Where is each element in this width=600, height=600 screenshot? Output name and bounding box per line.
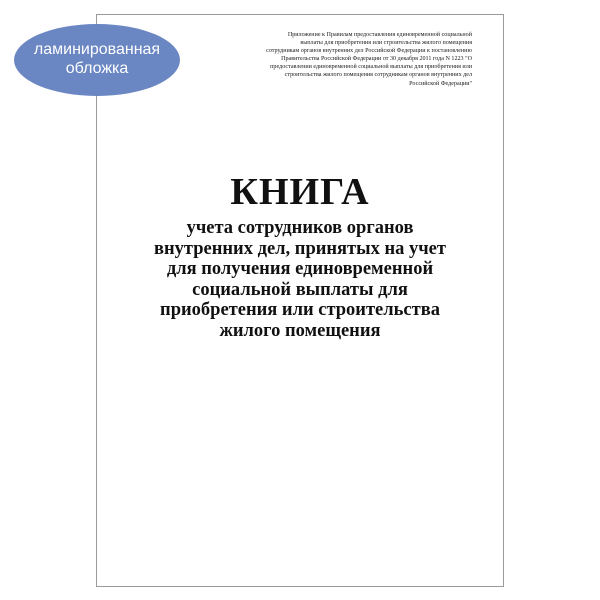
book-subtitle: [96, 218, 504, 342]
appendix-note-line: предоставлении единовременной социальной выплаты для приобретения или: [270, 64, 472, 71]
subtitle-line: учета сотрудников органов: [186, 218, 414, 238]
appendix-note-line: сотрудникам органов внутренних дел Российской Федерации к постановлению: [266, 48, 472, 55]
appendix-note-line: выплаты для приобретения или строительства жилого помещения: [300, 40, 472, 47]
subtitle-line: социальной выплаты для: [192, 279, 408, 300]
subtitle-line: приобретения или строительства: [160, 300, 440, 321]
laminated-cover-badge: [14, 24, 180, 96]
subtitle-line: жилого помещения: [219, 320, 381, 341]
appendix-note-line: Российской Федерации": [409, 80, 472, 87]
appendix-note-line: Приложение к Правилам предоставления единовременной социальной: [287, 32, 472, 38]
badge-line: ламинированная: [33, 41, 161, 58]
badge-line: обложка: [65, 60, 129, 77]
appendix-note-line: строительства жилого помещения сотрудникам органов внутренних дел: [284, 72, 472, 79]
subtitle-line: для получения единовременной: [166, 259, 434, 280]
appendix-note-line: Правительства Российской Федерации от 30 декабря 2011 года N 1223 "О: [281, 56, 472, 63]
appendix-note: [232, 31, 472, 88]
subtitle-line: внутренних дел, принятых на учет: [154, 238, 446, 259]
book-title: КНИГА: [230, 171, 370, 213]
